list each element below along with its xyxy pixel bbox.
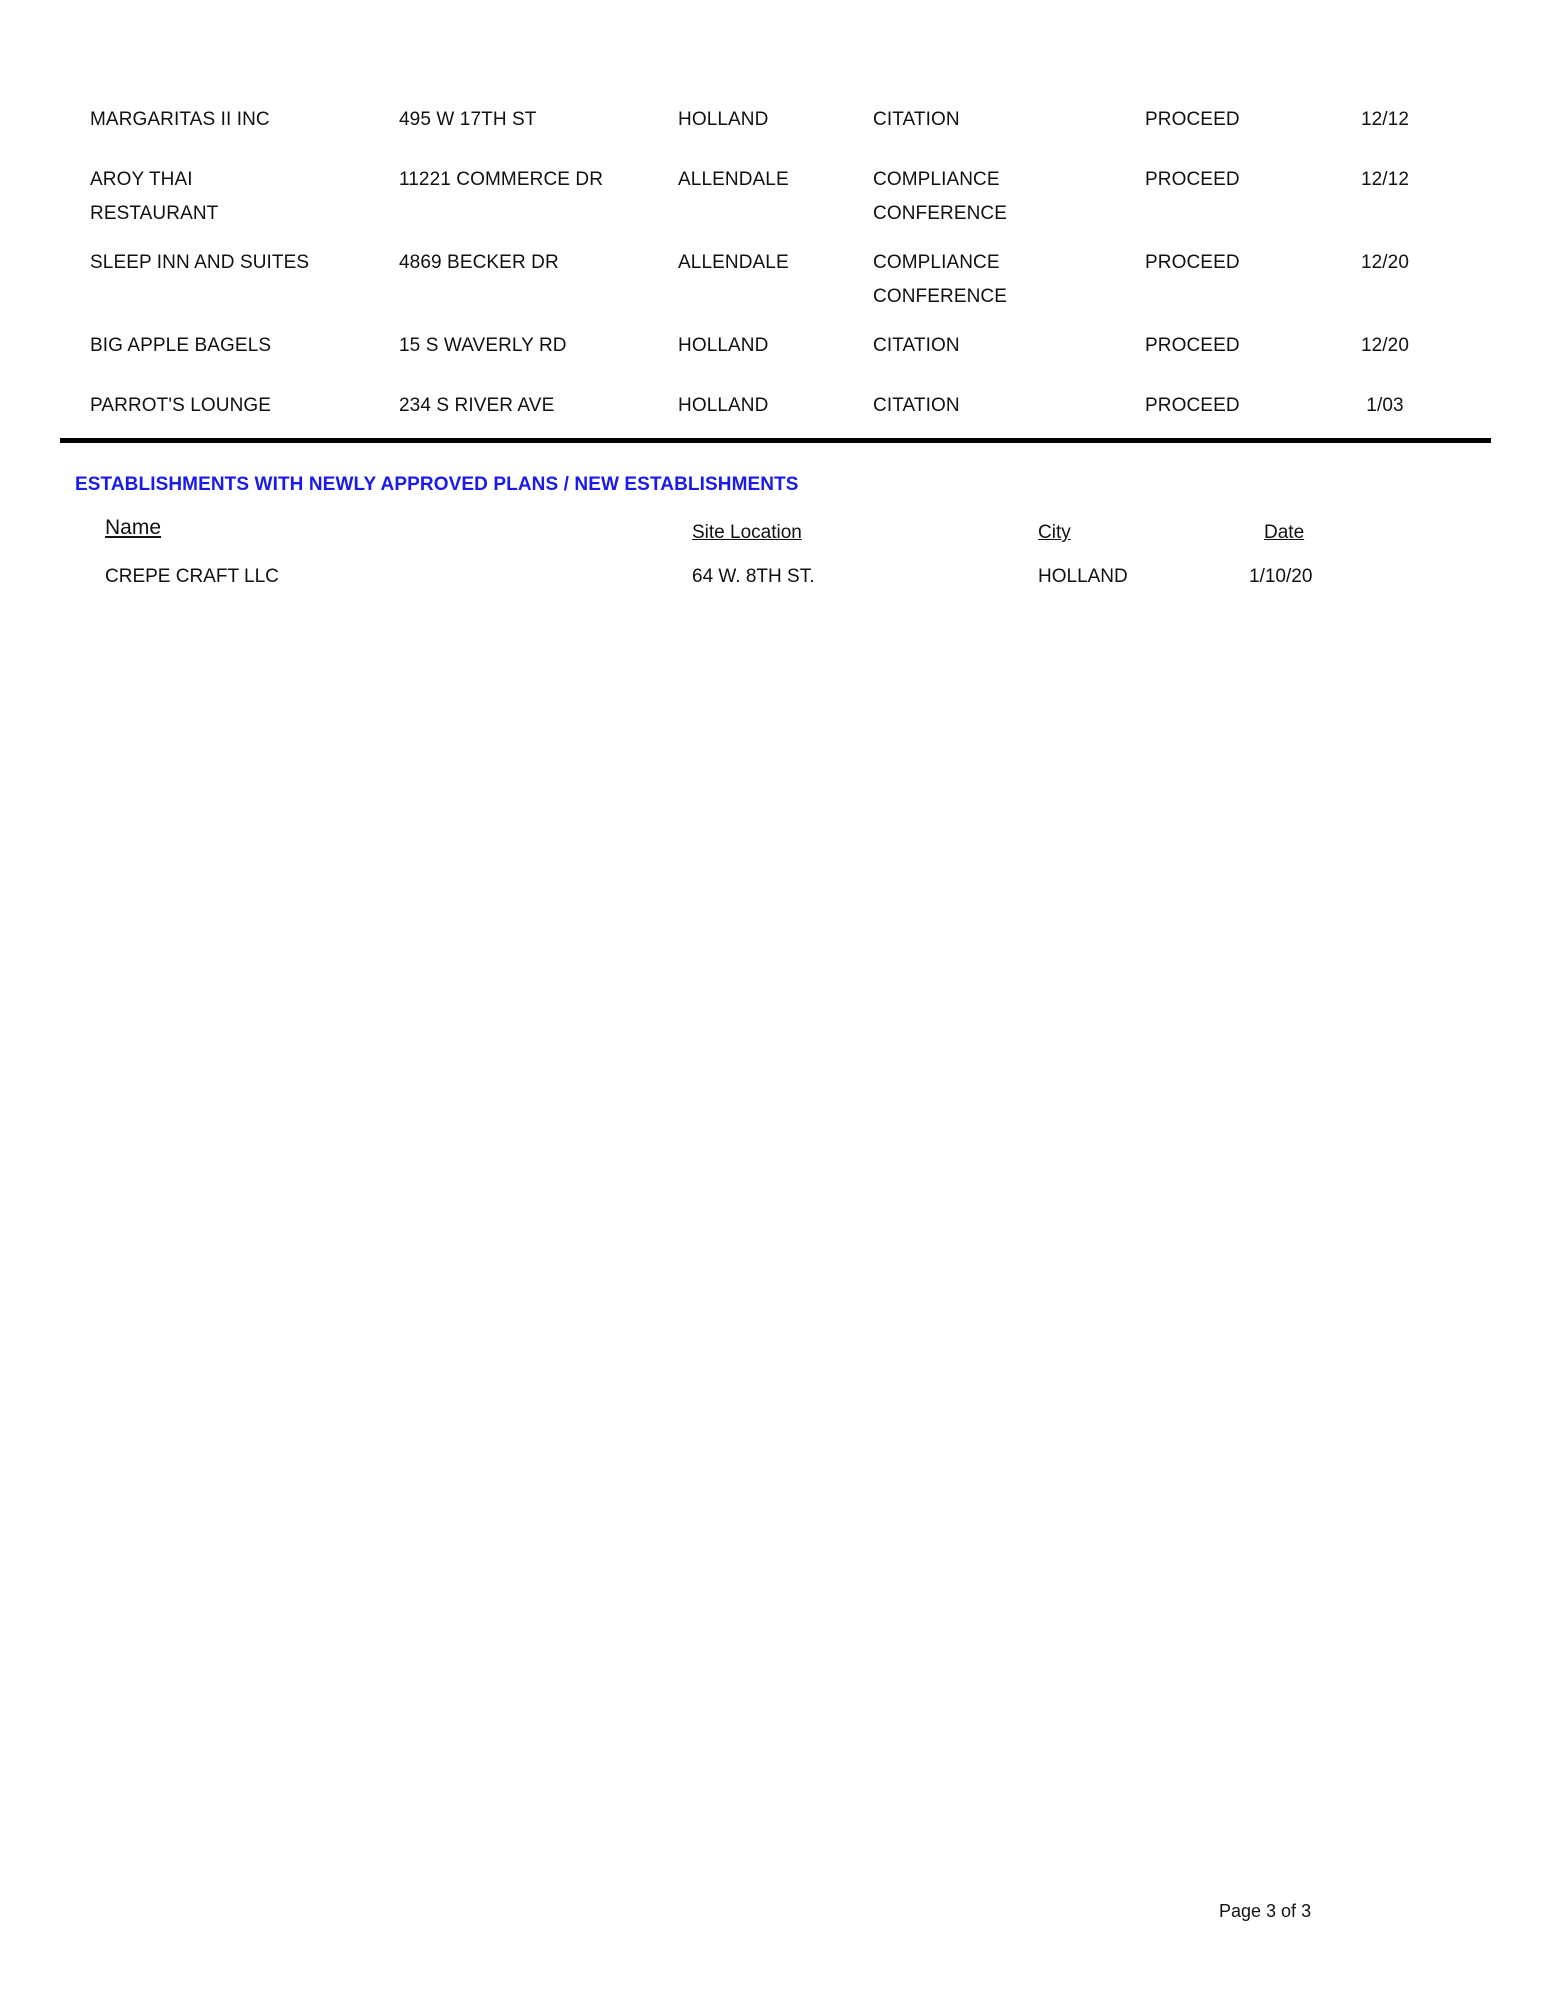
establishment-city: HOLLAND — [678, 395, 769, 416]
establishment-address: 234 S RIVER AVE — [399, 395, 555, 416]
enforcement-action-line2: CONFERENCE — [873, 203, 1008, 224]
enforcement-date: 12/12 — [1360, 169, 1410, 190]
establishment-name: AROY THAI — [90, 169, 193, 190]
establishment-name: MARGARITAS II INC — [90, 109, 270, 130]
enforcement-date: 12/20 — [1360, 252, 1410, 273]
enforcement-action: COMPLIANCE — [873, 169, 1000, 190]
enforcement-status: PROCEED — [1145, 335, 1240, 356]
column-header-city: City — [1038, 522, 1071, 543]
column-header-date: Date — [1264, 522, 1305, 543]
column-header-site-location: Site Location — [692, 522, 802, 543]
enforcement-date: 12/20 — [1360, 335, 1410, 356]
new-establishment-date: 1/10/20 — [1249, 566, 1313, 587]
establishment-address: 4869 BECKER DR — [399, 252, 559, 273]
enforcement-action: CITATION — [873, 335, 960, 356]
establishment-name: BIG APPLE BAGELS — [90, 335, 272, 356]
establishment-address: 495 W 17TH ST — [399, 109, 537, 130]
establishment-name: PARROT'S LOUNGE — [90, 395, 272, 416]
section-divider — [60, 438, 1491, 443]
enforcement-status: PROCEED — [1145, 395, 1240, 416]
establishment-city: ALLENDALE — [678, 252, 789, 273]
new-establishment-site: 64 W. 8TH ST. — [692, 566, 815, 587]
establishment-address: 15 S WAVERLY RD — [399, 335, 567, 356]
section-title: ESTABLISHMENTS WITH NEWLY APPROVED PLANS / NEW ESTABLISHMENTS — [75, 474, 799, 495]
establishment-name: SLEEP INN AND SUITES — [90, 252, 310, 273]
new-establishment-city: HOLLAND — [1038, 566, 1128, 587]
enforcement-action: CITATION — [873, 395, 960, 416]
establishment-address: 11221 COMMERCE DR — [399, 169, 604, 190]
new-establishment-name: CREPE CRAFT LLC — [105, 566, 279, 587]
establishment-city: HOLLAND — [678, 109, 769, 130]
establishment-city: HOLLAND — [678, 335, 769, 356]
page-number: Page 3 of 3 — [1219, 1901, 1312, 1921]
enforcement-status: PROCEED — [1145, 109, 1240, 130]
establishment-name-line2: RESTAURANT — [90, 203, 219, 224]
enforcement-date: 1/03 — [1366, 395, 1404, 416]
column-header-name: Name — [105, 516, 162, 539]
enforcement-date: 12/12 — [1360, 109, 1410, 130]
enforcement-action-line2: CONFERENCE — [873, 286, 1008, 307]
enforcement-status: PROCEED — [1145, 252, 1240, 273]
enforcement-action: CITATION — [873, 109, 960, 130]
establishment-city: ALLENDALE — [678, 169, 789, 190]
enforcement-action: COMPLIANCE — [873, 252, 1000, 273]
enforcement-status: PROCEED — [1145, 169, 1240, 190]
